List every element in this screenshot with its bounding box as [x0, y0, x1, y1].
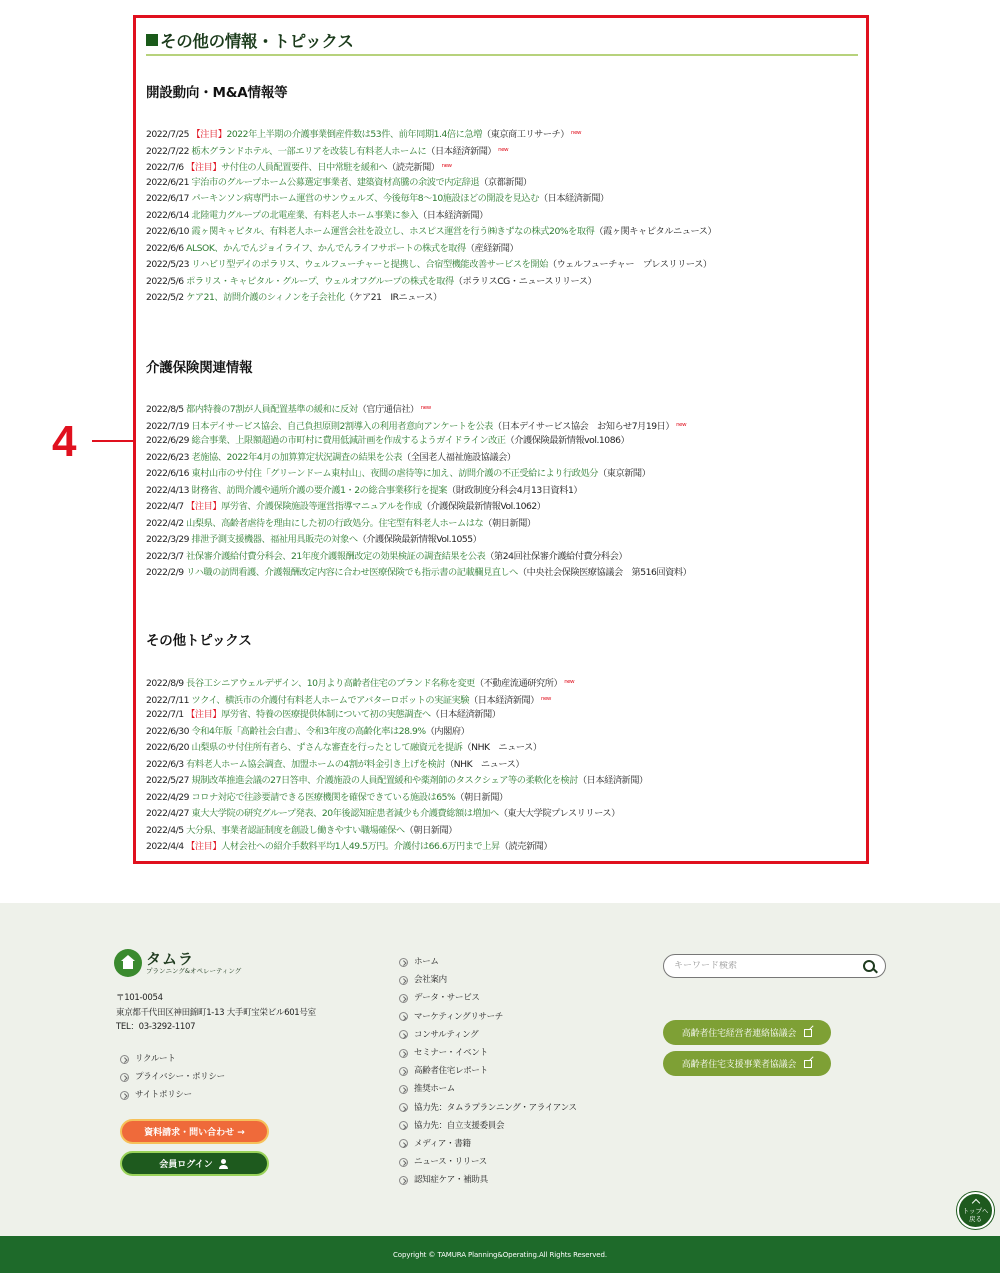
callout-line [92, 440, 133, 442]
news-source: （東京商工リサーチ） [481, 129, 570, 140]
chevron-right-icon [399, 1121, 408, 1130]
footer-link[interactable] [399, 1044, 577, 1062]
chevron-right-icon [399, 1139, 408, 1148]
footer-link[interactable] [399, 1062, 577, 1080]
attention-tag: 【注目】 [191, 129, 227, 140]
news-source: （京都新聞） [479, 176, 532, 188]
back-to-top-button[interactable] [957, 1192, 994, 1229]
news-source: （日本経済新聞） [577, 775, 648, 786]
news-date: 2022/7/25 [146, 129, 190, 140]
news-link[interactable]: 規制改革推進会議の27日答申、介護施設の人員配置緩和や薬剤師のタスクシェア等の柔軟化を検討 [191, 775, 578, 786]
footer-links-left [120, 1050, 225, 1105]
contact-button[interactable] [120, 1119, 269, 1144]
news-date: 2022/6/29 [146, 435, 190, 446]
assoc-button-label: 高齢者住宅経営者連絡協議会 [681, 1029, 797, 1039]
news-date: 2022/7/22 [146, 145, 190, 157]
news-date: 2022/8/9 [146, 678, 184, 689]
news-item[interactable] [146, 290, 861, 307]
news-date: 2022/4/4 [146, 841, 184, 852]
news-link[interactable]: 排泄予測支援機器、福祉用具販売の対象へ [191, 534, 358, 545]
news-source: （朝日新聞） [455, 791, 508, 803]
news-item[interactable] [146, 516, 861, 533]
news-date: 2022/8/5 [146, 404, 184, 415]
chevron-right-icon [399, 976, 408, 985]
assoc-button-owners[interactable] [663, 1020, 831, 1045]
news-date: 2022/6/16 [146, 468, 190, 479]
news-source: （介護保険最新情報vol.1086） [505, 435, 630, 446]
chevron-right-icon [120, 1091, 129, 1100]
news-link[interactable]: ALSOK、かんでんジョイライフ、かんでんライフサポートの株式を取得 [186, 242, 466, 254]
login-button-label: 会員ログイン [159, 1160, 213, 1170]
news-link[interactable]: 財務省、訪問介護や通所介護の要介護1・2の総合事業移行を提案 [191, 484, 447, 496]
contact-button-label: 資料請求・問い合わせ → [144, 1128, 245, 1138]
news-link[interactable]: 宇治市のグループホーム公募選定事業者、建築資材高騰の余波で内定辞退 [191, 176, 480, 188]
news-source: （日本経済新聞） [538, 193, 609, 204]
news-source: （東京新聞） [597, 468, 651, 479]
news-source: （財政制度分科会4月13日資料1） [447, 484, 583, 496]
news-source: （日本経済新聞） [430, 709, 501, 720]
footer-link-label: 高齢者住宅レポート [414, 1066, 488, 1077]
footer-link[interactable] [120, 1068, 225, 1086]
chevron-right-icon [399, 1030, 408, 1039]
phone-number: TEL：03-3292-1107 [116, 1022, 196, 1032]
news-link[interactable]: パーキンソン病専門ホーム運営のサンウェルズ、今後毎年8〜10施設ほどの開設を見込む [191, 193, 539, 204]
new-badge: new [498, 146, 509, 153]
attention-tag: 【注目】 [186, 841, 222, 852]
news-item[interactable] [146, 740, 861, 757]
chevron-right-icon [120, 1055, 129, 1064]
news-source: （内閣府） [425, 725, 470, 737]
news-date: 2022/6/23 [146, 451, 190, 463]
chevron-up-icon [971, 1199, 979, 1207]
news-item[interactable] [146, 191, 861, 208]
news-source: （官庁通信社） [357, 404, 419, 415]
footer-link-label: ニュース・リリース [414, 1157, 487, 1168]
news-date: 2022/5/6 [146, 275, 184, 287]
news-source: （NHK ニュース） [444, 758, 525, 770]
new-badge: new [676, 421, 687, 428]
callout-number: 4 [52, 417, 77, 466]
footer-link[interactable] [120, 1086, 225, 1104]
footer-link[interactable] [399, 1026, 577, 1044]
chevron-right-icon [120, 1073, 129, 1082]
news-item[interactable] [146, 175, 861, 192]
news-source: （ケア21 IRニュース） [344, 292, 442, 303]
footer-link[interactable] [399, 1099, 577, 1117]
assoc-button-supporters[interactable] [663, 1051, 831, 1076]
news-item[interactable] [146, 466, 861, 483]
chevron-right-icon [399, 1049, 408, 1058]
totop-label: トップへ [962, 1207, 989, 1215]
footer-logo[interactable] [114, 949, 241, 977]
news-link[interactable]: ポラリス・キャピタル・グループ、ウェルオフグループの株式を取得 [186, 275, 454, 287]
footer-link-label: 協力先：タムラプランニング・アライアンス [414, 1102, 577, 1113]
news-item[interactable] [146, 839, 861, 856]
news-link[interactable]: 山梨県、高齢者虐待を理由にした初の行政処分。住宅型有料老人ホームはな [186, 517, 484, 529]
news-date: 2022/6/21 [146, 176, 190, 188]
external-link-icon [804, 1060, 812, 1068]
news-link[interactable]: 人材会社への紹介手数料平均1人49.5万円。介護付は66.6万円まで上昇 [221, 841, 500, 852]
footer-link[interactable] [120, 1050, 225, 1068]
news-source: （霞ヶ関キャピタルニュース） [594, 226, 717, 237]
news-item[interactable] [146, 565, 861, 582]
news-item[interactable] [146, 208, 861, 225]
footer-link[interactable] [399, 971, 577, 989]
new-badge: new [540, 695, 551, 702]
news-source: （中央社会保険医療協議会 第516回資料） [517, 567, 692, 578]
news-link[interactable]: ツクイ、横浜市の介護付有料老人ホームでアバターロボットの実証実験 [191, 694, 470, 706]
logo-house-icon [114, 949, 142, 977]
footer-link-label: 認知症ケア・補助具 [414, 1175, 488, 1186]
footer-link[interactable] [399, 1008, 577, 1026]
news-source: （介護保険最新情報Vol.1055） [357, 534, 482, 545]
footer-link-label: データ・サービス [414, 993, 480, 1004]
footer-links-center [399, 953, 577, 1189]
company-address [116, 991, 316, 1035]
chevron-right-icon [399, 1176, 408, 1185]
footer-link[interactable] [399, 1080, 577, 1098]
news-link[interactable]: 2022年上半期の介護事業倒産件数は53件、前年同期1.4倍に急増 [226, 129, 482, 140]
news-source: （産経新聞） [465, 242, 519, 254]
news-item[interactable] [146, 400, 861, 417]
news-source: （不動産流通研究所） [474, 678, 563, 689]
totop-label-2: 戻る [969, 1215, 982, 1223]
news-date: 2022/3/29 [146, 534, 190, 545]
chevron-right-icon [399, 1103, 408, 1112]
footer-link[interactable] [399, 1135, 577, 1153]
news-date: 2022/6/6 [146, 242, 184, 254]
news-date: 2022/6/14 [146, 209, 190, 221]
footer-link-label: 協力先：自立支援委員会 [414, 1120, 505, 1131]
news-link[interactable]: 老施協、2022年4月の加算算定状況調査の結果を公表 [191, 451, 403, 463]
footer [0, 903, 1000, 1236]
search-icon[interactable] [863, 960, 875, 972]
news-item[interactable] [146, 224, 861, 241]
section-heading-other: その他トピックス [146, 633, 252, 649]
news-date: 2022/6/3 [146, 758, 184, 770]
news-link[interactable]: 東村山市のサ付住「グリーンドーム東村山」、夜間の虐待等に加え、訪問介護の不正受給により行政処分 [191, 468, 598, 479]
news-date: 2022/4/5 [146, 824, 184, 836]
news-date: 2022/3/7 [146, 550, 184, 562]
postal-code: 〒101-0054 [116, 993, 163, 1003]
news-source: （日本経済新聞） [418, 209, 488, 221]
news-item[interactable] [146, 450, 861, 467]
footer-link-label: プライバシー・ポリシー [135, 1072, 225, 1083]
news-date: 2022/7/11 [146, 694, 190, 706]
news-link[interactable]: 北陸電力グループの北電産業、有料老人ホーム事業に参入 [191, 209, 418, 221]
news-item[interactable] [146, 691, 861, 708]
news-item[interactable] [146, 724, 861, 741]
external-link-icon [804, 1029, 812, 1037]
news-link[interactable]: 東大大学院の研究グループ発表、20年後認知症患者減少も介護費総額は増加へ [191, 808, 499, 819]
attention-tag: 【注目】 [186, 162, 222, 173]
news-item[interactable] [146, 773, 861, 790]
news-list-ma [146, 125, 861, 307]
news-item[interactable] [146, 532, 861, 549]
section-heading-care-insurance: 介護保険関連情報 [146, 360, 253, 376]
news-item[interactable] [146, 257, 861, 274]
footer-link-label: メディア・書籍 [414, 1138, 471, 1149]
news-item[interactable] [146, 674, 861, 691]
news-source: （東大大学院プレスリリース） [498, 808, 620, 819]
news-source: （日本デイサービス協会 お知らせ7月19日） [492, 420, 675, 432]
news-item[interactable] [146, 806, 861, 823]
news-item[interactable] [146, 158, 861, 175]
panel-title [146, 26, 858, 56]
news-source: （日本経済新聞） [426, 145, 497, 157]
chevron-right-icon [399, 958, 408, 967]
news-link[interactable]: 霞ヶ関キャピタル、有料老人ホーム運営会社を設立し、ホスピス運営を行う㈱きずなの株式20%を取得 [191, 226, 595, 237]
new-badge: new [564, 679, 575, 685]
footer-link-label: セミナー・イベント [414, 1047, 488, 1058]
news-link[interactable]: 山梨県のサ付住所有者ら、ずさんな審査を行ったとして融資元を提訴 [191, 742, 463, 753]
street-address: 東京都千代田区神田錦町1-13 大手町宝栄ビル601号室 [116, 1007, 316, 1018]
news-item[interactable] [146, 417, 861, 434]
news-list-care-insurance [146, 400, 861, 582]
footer-link-label: コンサルティング [414, 1029, 479, 1040]
news-source: （介護保険最新情報Vol.1062） [421, 501, 546, 512]
news-date: 2022/5/27 [146, 775, 190, 786]
news-link[interactable]: 都内特養の7割が人員配置基準の緩和に反対 [186, 404, 358, 415]
footer-link-label: サイトポリシー [135, 1090, 192, 1101]
news-item[interactable] [146, 433, 861, 450]
footer-link[interactable] [399, 989, 577, 1007]
news-date: 2022/2/9 [146, 567, 184, 578]
footer-link[interactable] [399, 1171, 577, 1189]
news-source: （読売新聞） [387, 162, 440, 173]
news-item[interactable] [146, 757, 861, 774]
topics-panel [133, 15, 869, 864]
new-badge: new [420, 405, 431, 411]
attention-tag: 【注目】 [186, 501, 222, 512]
news-link[interactable]: 日本デイサービス協会、自己負担原則2割導入の利用者意向アンケートを公表 [191, 420, 493, 432]
news-link[interactable]: サ付住の人員配置要件、日中常駐を緩和へ [221, 162, 388, 173]
news-date: 2022/4/27 [146, 808, 190, 819]
copyright-bar [0, 1236, 1000, 1273]
news-link[interactable]: リハビリ型デイのポラリス、ウェルフューチャーと提携し、合宿型機能改善サービスを開始 [191, 259, 548, 270]
section-heading-ma: 開設動向・M&A情報等 [146, 85, 288, 101]
news-link[interactable]: 総合事業、上限額超過の市町村に費用低減計画を作成するようガイドライン改正 [191, 435, 506, 446]
logo-subtitle: プランニング&オペレーティング [146, 966, 242, 975]
news-item[interactable] [146, 707, 861, 724]
chevron-right-icon [399, 1067, 408, 1076]
login-button[interactable] [120, 1151, 269, 1176]
news-item[interactable] [146, 499, 861, 516]
news-list-other [146, 674, 861, 856]
panel-title-text: その他の情報・トピックス [160, 32, 354, 51]
new-badge: new [441, 163, 452, 169]
news-source: （第24回社保審介護給付費分科会） [485, 550, 628, 562]
news-item[interactable] [146, 823, 861, 840]
footer-link-label: リクルート [135, 1054, 176, 1064]
news-date: 2022/6/20 [146, 742, 190, 753]
footer-link-label: 会社案内 [414, 975, 447, 986]
chevron-right-icon [399, 1085, 408, 1094]
news-link[interactable]: 厚労省、介護保険施設等運営指導マニュアルを作成 [221, 501, 422, 512]
news-date: 2022/7/6 [146, 162, 184, 173]
news-source: （日本経済新聞） [469, 694, 539, 706]
attention-tag: 【注目】 [186, 709, 222, 720]
footer-link-label: 推奨ホーム [414, 1084, 456, 1095]
assoc-button-label: 高齢者住宅支援事業者協議会 [681, 1060, 797, 1070]
news-date: 2022/6/17 [146, 193, 190, 204]
news-item[interactable] [146, 549, 861, 566]
news-item[interactable] [146, 790, 861, 807]
news-source: （朝日新聞） [404, 824, 458, 836]
news-link[interactable]: コロナ対応で往診要請できる医療機関を確保できている施設は65% [191, 791, 456, 803]
news-link[interactable]: 大分県、事業者認証制度を創設し働きやすい職場確保へ [186, 824, 405, 836]
user-icon [219, 1159, 230, 1169]
logo-name: タムラ [146, 949, 195, 968]
search-input[interactable] [674, 961, 863, 971]
news-date: 2022/6/30 [146, 725, 190, 737]
news-date: 2022/4/29 [146, 791, 190, 803]
news-source: （ポラリスCG・ニュースリリース） [453, 275, 597, 287]
news-item[interactable] [146, 241, 861, 258]
footer-link[interactable] [399, 1117, 577, 1135]
news-date: 2022/6/10 [146, 226, 190, 237]
footer-link[interactable] [399, 1153, 577, 1171]
footer-search [663, 954, 886, 978]
footer-link-label: マーケティングリサーチ [414, 1011, 504, 1022]
news-source: （読売新聞） [499, 841, 553, 852]
news-date: 2022/4/13 [146, 484, 190, 496]
copyright-text: Copyright © TAMURA Planning&Operating.All Rights Reserved. [393, 1250, 607, 1259]
news-item[interactable] [146, 483, 861, 500]
new-badge: new [571, 130, 582, 136]
news-date: 2022/7/1 [146, 709, 184, 720]
news-link[interactable]: 令和4年版「高齢社会白書」、令和3年度の高齢化率は28.9% [191, 725, 426, 737]
news-item[interactable] [146, 274, 861, 291]
news-link[interactable]: 社保審介護給付費分科会、21年度介護報酬改定の効果検証の調査結果を公表 [186, 550, 486, 562]
news-link[interactable]: 有料老人ホーム協会調査、加盟ホームの4割が料金引き上げを検討 [186, 758, 445, 770]
news-source: （ウェルフューチャー プレスリリース） [547, 259, 712, 270]
news-link[interactable]: 厚労省、特養の医療提供体制について初の実態調査へ [221, 709, 431, 720]
footer-link[interactable] [399, 953, 577, 971]
news-date: 2022/4/2 [146, 517, 184, 529]
news-source: （全国老人福祉施設協議会） [402, 451, 516, 463]
news-item[interactable] [146, 142, 861, 159]
chevron-right-icon [399, 1158, 408, 1167]
chevron-right-icon [399, 994, 408, 1003]
news-link[interactable]: 長谷工シニアウェルデザイン、10月より高齢者住宅のブランド名称を変更 [186, 678, 475, 689]
chevron-right-icon [399, 1012, 408, 1021]
footer-link-label: ホーム [414, 957, 439, 967]
news-date: 2022/5/2 [146, 292, 184, 303]
news-date: 2022/5/23 [146, 259, 190, 270]
news-item[interactable] [146, 125, 861, 142]
news-source: （朝日新聞） [483, 517, 536, 529]
news-link[interactable]: 栃木グランドホテル、一部エリアを改装し有料老人ホームに [191, 145, 427, 157]
news-link[interactable]: ケア21、訪問介護のシィノンを子会社化 [186, 292, 345, 303]
title-square-icon [146, 34, 158, 46]
news-date: 2022/7/19 [146, 420, 190, 432]
news-date: 2022/4/7 [146, 501, 184, 512]
news-source: （NHK ニュース） [462, 742, 542, 753]
news-link[interactable]: リハ職の訪問看護、介護報酬改定内容に合わせ医療保険でも指示書の記載欄見直しへ [186, 567, 518, 578]
